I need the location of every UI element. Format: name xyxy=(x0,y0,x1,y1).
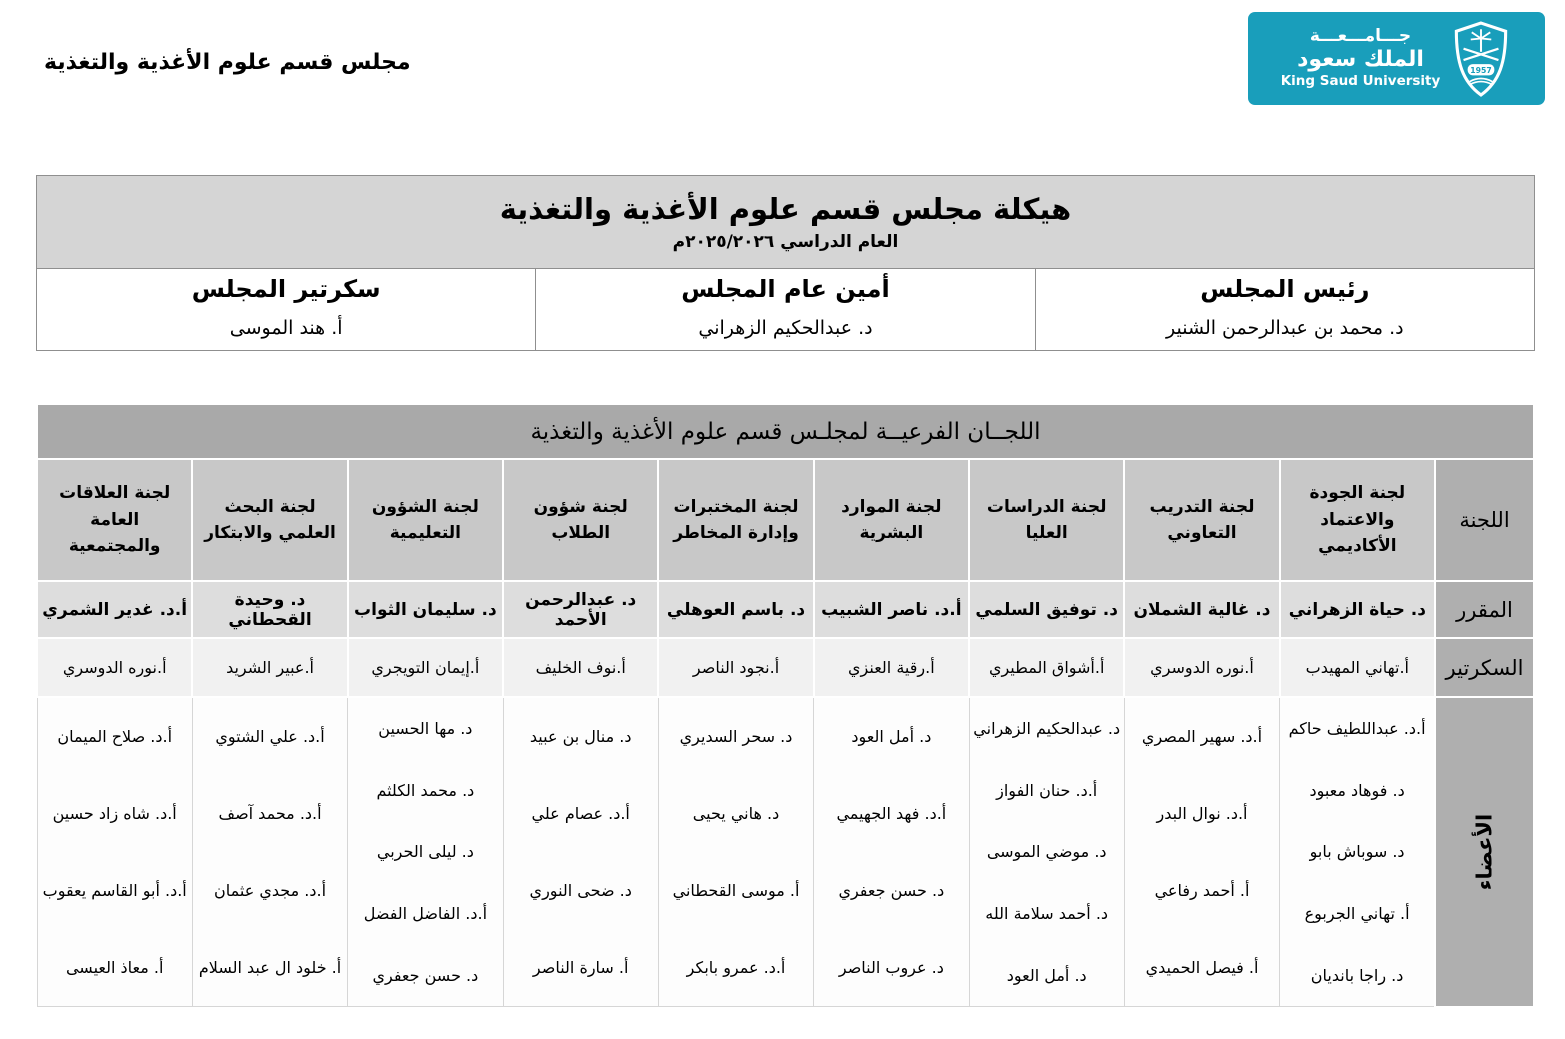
secretary-cell: أ.نوره الدوسري xyxy=(37,638,192,697)
logo-year-text: 1957 xyxy=(1470,65,1493,75)
row-label-rapporteur: المقرر xyxy=(1435,581,1534,638)
rapporteur-cell: د. وحيدة القحطاني xyxy=(192,581,347,638)
members-cell xyxy=(348,697,503,1007)
members-cell xyxy=(503,697,658,1007)
committee-name-cell: لجنة الشؤون التعليمية xyxy=(348,459,503,581)
committee-name-cell: لجنة الجودة والاعتماد الأكاديمي xyxy=(1280,459,1435,581)
row-label-members xyxy=(1435,697,1534,1007)
rapporteur-cell: د. توفيق السلمي xyxy=(969,581,1124,638)
member-name: د. مها الحسين xyxy=(378,719,473,739)
member-name: أ. فيصل الحميدي xyxy=(1145,958,1259,977)
member-name: أ. سارة الناصر xyxy=(532,958,629,977)
role-title-secretary-general: أمين عام المجلس xyxy=(681,274,890,303)
logo-arabic-king-saud: الملك سعود xyxy=(1297,46,1424,72)
secretary-cell: أ.أشواق المطيري xyxy=(969,638,1124,697)
row-label-secretary: السكرتير xyxy=(1435,638,1534,697)
ksu-logo xyxy=(1248,12,1545,105)
members-cell xyxy=(1280,697,1435,1007)
member-name: أ.د. الفاضل الفضل xyxy=(363,904,488,924)
committee-name-cell: لجنة البحث العلمي والابتكار xyxy=(192,459,347,581)
rapporteur-cell: د. باسم العوهلي xyxy=(658,581,813,638)
academic-year: العام الدراسي ٢٠٢٥/٢٠٢٦م xyxy=(672,232,899,252)
ksu-shield-icon xyxy=(1450,21,1512,97)
member-name: د. ليلى الحربي xyxy=(376,842,474,862)
member-name: أ.د. علي الشتوي xyxy=(215,727,325,746)
member-name: د. محمد الكلثم xyxy=(376,780,475,800)
member-name: أ. موسى القحطاني xyxy=(672,881,800,900)
member-name: د. سوباش بابو xyxy=(1309,842,1405,862)
council-table-title: هيكلة مجلس قسم علوم الأغذية والتغذية xyxy=(499,192,1072,226)
secretary-cell: أ.إيمان التويجري xyxy=(348,638,503,697)
council-secretary-cell xyxy=(37,269,536,351)
role-title-chair: رئيس المجلس xyxy=(1200,274,1370,303)
rapporteur-cell: أ.د. ناصر الشبيب xyxy=(814,581,969,638)
member-name: د. أمل العود xyxy=(851,727,932,746)
rapporteur-cell: أ.د. غدير الشمري xyxy=(37,581,192,638)
members-cell xyxy=(1124,697,1279,1007)
secretary-cell: أ.تهاني المهيدب xyxy=(1280,638,1435,697)
member-name: د. راجا بانديان xyxy=(1310,965,1404,985)
logo-english-name: King Saud University xyxy=(1280,73,1441,90)
committee-name-cell: لجنة التدريب التعاوني xyxy=(1124,459,1279,581)
role-name-secretary: أ. هند الموسى xyxy=(229,316,343,339)
member-name: د. موضي الموسى xyxy=(986,842,1107,862)
committee-name-cell: لجنة العلاقات العامة والمجتمعية xyxy=(37,459,192,581)
member-name: د. أحمد سلامة الله xyxy=(985,904,1109,924)
page-title: مجلس قسم علوم الأغذية والتغذية xyxy=(44,50,411,75)
role-name-secretary-general: د. عبدالحكيم الزهراني xyxy=(698,316,873,339)
council-table-header xyxy=(37,176,1535,269)
row-label-committee: اللجنة xyxy=(1435,459,1534,581)
member-name: أ.د. سهير المصري xyxy=(1141,727,1263,746)
member-name: د. عبدالحكيم الزهراني xyxy=(973,719,1121,739)
member-name: د. أمل العود xyxy=(1006,965,1087,985)
council-chair-cell xyxy=(1035,269,1534,351)
member-name: أ.د. فهد الجهيمي xyxy=(836,804,947,823)
rapporteur-cell: د. غالية الشملان xyxy=(1124,581,1279,638)
member-name: أ.د. شاه زاد حسين xyxy=(52,804,177,823)
secretary-cell: أ.نوف الخليف xyxy=(503,638,658,697)
member-name: د. حسن جعفري xyxy=(838,881,945,900)
member-name: أ. خلود ال عبد السلام xyxy=(198,958,342,977)
member-name: د. ضحى النوري xyxy=(529,881,632,900)
rapporteur-cell: د. عبدالرحمن الأحمد xyxy=(503,581,658,638)
committee-name-cell: لجنة شؤون الطلاب xyxy=(503,459,658,581)
secretary-cell: أ.نوره الدوسري xyxy=(1124,638,1279,697)
member-name: أ. أحمد رفاعي xyxy=(1154,881,1250,900)
role-name-chair: د. محمد بن عبدالرحمن الشنير xyxy=(1166,316,1404,339)
member-name: د. منال بن عبيد xyxy=(529,727,632,746)
role-title-secretary: سكرتير المجلس xyxy=(191,274,381,303)
secretary-cell: أ.رقية العنزي xyxy=(814,638,969,697)
member-name: د. فوهاد معبود xyxy=(1309,780,1405,800)
member-name: أ.د. مجدي عثمان xyxy=(214,881,327,900)
rapporteur-cell: د. سليمان الثواب xyxy=(348,581,503,638)
council-structure-table xyxy=(36,175,1535,351)
member-name: د. سحر السديري xyxy=(679,727,793,746)
subcommittees-table xyxy=(36,403,1535,1008)
member-name: أ.د. عبداللطيف حاكم xyxy=(1288,719,1426,739)
member-name: أ. تهاني الجربوع xyxy=(1304,904,1410,924)
rapporteur-cell: د. حياة الزهراني xyxy=(1280,581,1435,638)
members-cell xyxy=(37,697,192,1007)
logo-arabic-word-university: جـــامـــعـــة xyxy=(1309,26,1412,47)
council-secretary-general-cell xyxy=(536,269,1035,351)
members-cell xyxy=(814,697,969,1007)
member-name: أ.د. حنان الفواز xyxy=(996,780,1098,800)
committee-name-cell: لجنة المختبرات وإدارة المخاطر xyxy=(658,459,813,581)
member-name: د. عروب الناصر xyxy=(838,958,944,977)
member-name: أ.د. صلاح الميمان xyxy=(57,727,173,746)
members-cell xyxy=(969,697,1124,1007)
members-cell xyxy=(658,697,813,1007)
secretary-cell: أ.نجود الناصر xyxy=(658,638,813,697)
committee-name-cell: لجنة الموارد البشرية xyxy=(814,459,969,581)
member-name: أ. معاذ العيسى xyxy=(65,958,164,977)
subcommittees-table-title: اللجــان الفرعيــة لمجلـس قسم علوم الأغذية والتغذية xyxy=(37,404,1534,459)
secretary-cell: أ.عبير الشريد xyxy=(192,638,347,697)
member-name: أ.د. عمرو بابكر xyxy=(686,958,786,977)
member-name: أ.د. عصام علي xyxy=(531,804,630,823)
member-name: د. حسن جعفري xyxy=(372,965,479,985)
logo-text-block xyxy=(1281,27,1441,89)
member-name: أ.د. محمد آصف xyxy=(218,804,322,823)
committee-name-cell: لجنة الدراسات العليا xyxy=(969,459,1124,581)
members-cell xyxy=(192,697,347,1007)
member-name: أ.د. أبو القاسم يعقوب xyxy=(42,881,187,900)
member-name: د. هاني يحيى xyxy=(692,804,780,823)
member-name: أ.د. نوال البدر xyxy=(1156,804,1248,823)
members-vertical-label: الأعضاء xyxy=(1472,813,1497,890)
